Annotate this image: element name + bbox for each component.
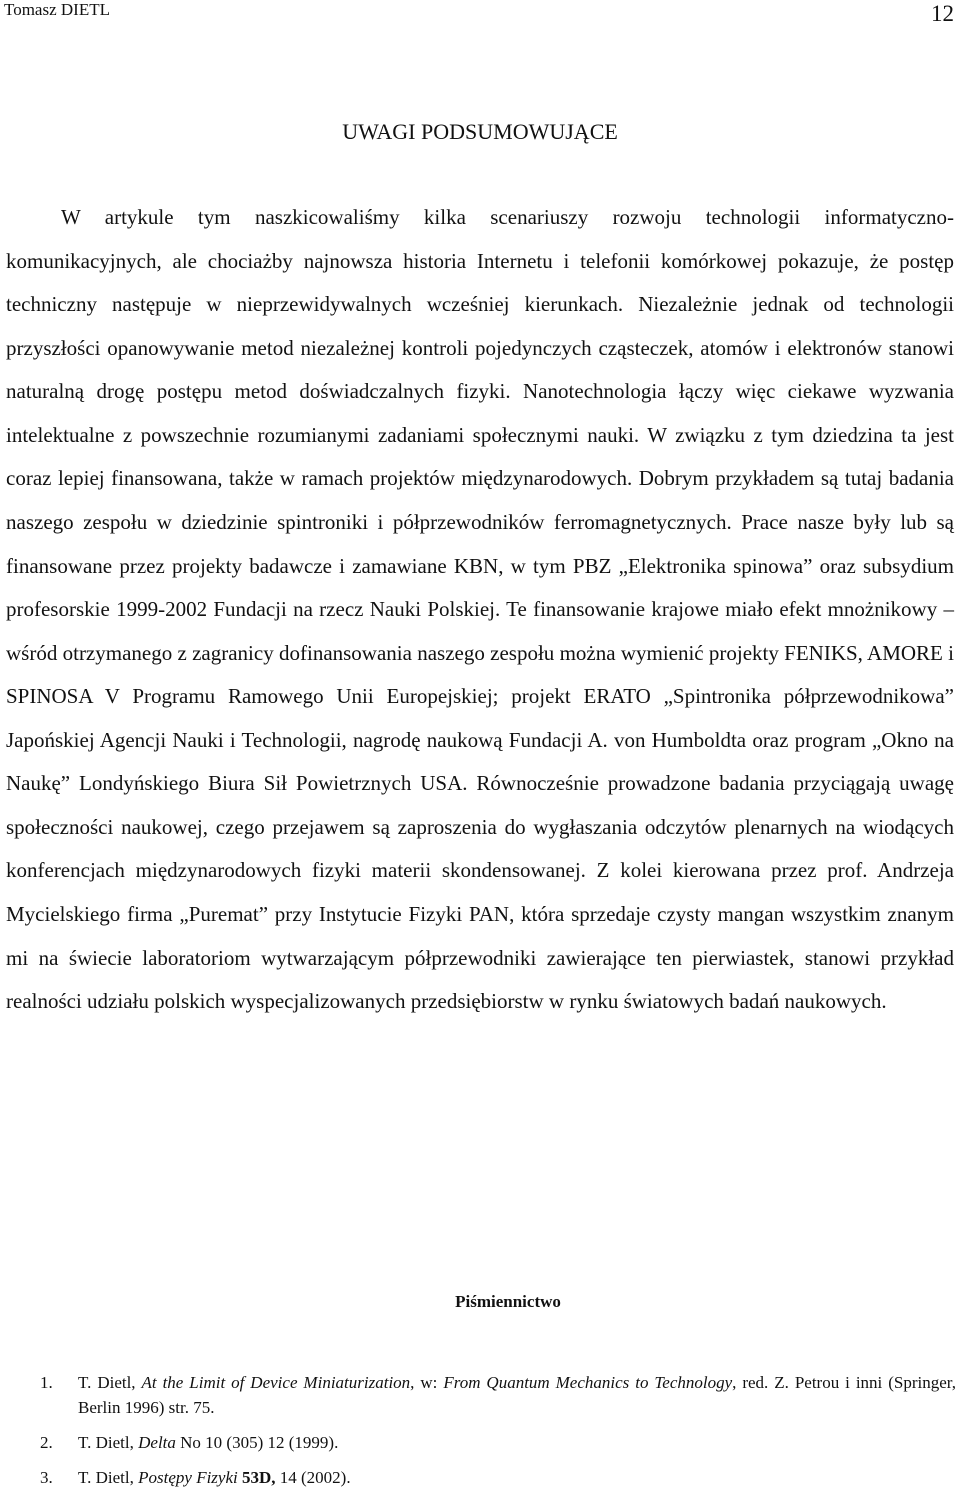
reference-details: No 10 (305) 12 (1999).	[175, 1433, 339, 1452]
reference-details: 14 (2002).	[275, 1468, 351, 1487]
reference-text	[78, 1430, 956, 1455]
reference-number: 3.	[40, 1468, 53, 1487]
reference-work-title: At the Limit of Device Miniaturization	[141, 1373, 411, 1392]
reference-number: 2.	[40, 1433, 53, 1452]
reference-volume: 53D,	[237, 1468, 276, 1487]
section-title: UWAGI PODSUMOWUJĄCE	[342, 119, 618, 144]
reference-journal: Postępy Fizyki	[138, 1468, 238, 1487]
references-title: Piśmiennictwo	[455, 1292, 561, 1311]
reference-list	[40, 1370, 956, 1500]
reference-item	[40, 1430, 956, 1455]
reference-text	[78, 1370, 956, 1420]
reference-text	[78, 1465, 956, 1490]
reference-book-title: From Quantum Mechanics to Technology	[443, 1373, 733, 1392]
page-number: 12	[931, 1, 954, 26]
reference-author: T. Dietl,	[78, 1373, 142, 1392]
reference-journal: Delta	[138, 1433, 176, 1452]
reference-details: , red. Z. Petrou i inni (Springer, Berlin 1996) str. 75.	[78, 1373, 957, 1417]
reference-author: T. Dietl,	[78, 1433, 139, 1452]
reference-separator: , w:	[410, 1373, 444, 1392]
reference-author: T. Dietl,	[78, 1468, 139, 1487]
reference-item	[40, 1465, 956, 1490]
body-paragraph: W artykule tym naszkicowaliśmy kilka scenariuszy rozwoju technologii informatyczno-komunikacyjnych, ale chociażby najnowsza historia Internetu i telefonii komórkowej pokazuje, że postęp techniczny następuje w nieprzewidywalnych wcześniej kierunkach. Niezależnie jednak od technologii przyszłości opanowywanie metod niezależnej kontroli pojedynczych cząsteczek, atomów i elektronów stanowi naturalną drogę postępu metod doświadczalnych fizyki. Nanotechnologia łączy więc ciekawe wyzwania intelektualne z powszechnie rozumianymi zadaniami społecznymi nauki. W związku z tym dziedzina ta jest coraz lepiej finansowana, także w ramach projektów międzynarodowych. Dobrym przykładem są tutaj badania naszego zespołu w dziedzinie spintroniki i półprzewodników ferromagnetycznych. Prace nasze były lub są finansowane przez projekty badawcze i zamawiane KBN, w tym PBZ „Elektronika spinowa” oraz subsydium profesorskie 1999-2002 Fundacji na rzecz Nauki Polskiej. Te finansowanie krajowe miało efekt mnożnikowy – wśród otrzymanego z zagranicy dofinansowania naszego zespołu można wymienić projekty FENIKS, AMORE i SPINOSA V Programu Ramowego Unii Europejskiej; projekt ERATO „Spintronika półprzewodnikowa” Japońskiej Agencji Nauki i Technologii, nagrodę naukową Fundacji A. von Humboldta oraz program „Okno na Naukę” Londyńskiego Biura Sił Powietrznych USA. Równocześnie prowadzone badania przyciągają uwagę społeczności naukowej, czego przejawem są zaproszenia do wygłaszania odczytów plenarnych na wiodących konferencjach międzynarodowych fizyki materii skondensowanej. Z kolei kierowana przez prof. Andrzeja Mycielskiego firma „Puremat” przy Instytucie Fizyki PAN, która sprzedaje czysty mangan wszystkim znanym mi na świecie laboratoriom wytwarzającym półprzewodniki zawierające ten pierwiastek, stanowi przykład realności udziału polskich wyspecjalizowanych przedsiębiorstw w rynku światowych badań naukowych.	[6, 205, 954, 1014]
reference-item	[40, 1370, 956, 1420]
reference-number: 1.	[40, 1373, 53, 1392]
running-head-author: Tomasz DIETL	[4, 0, 110, 19]
